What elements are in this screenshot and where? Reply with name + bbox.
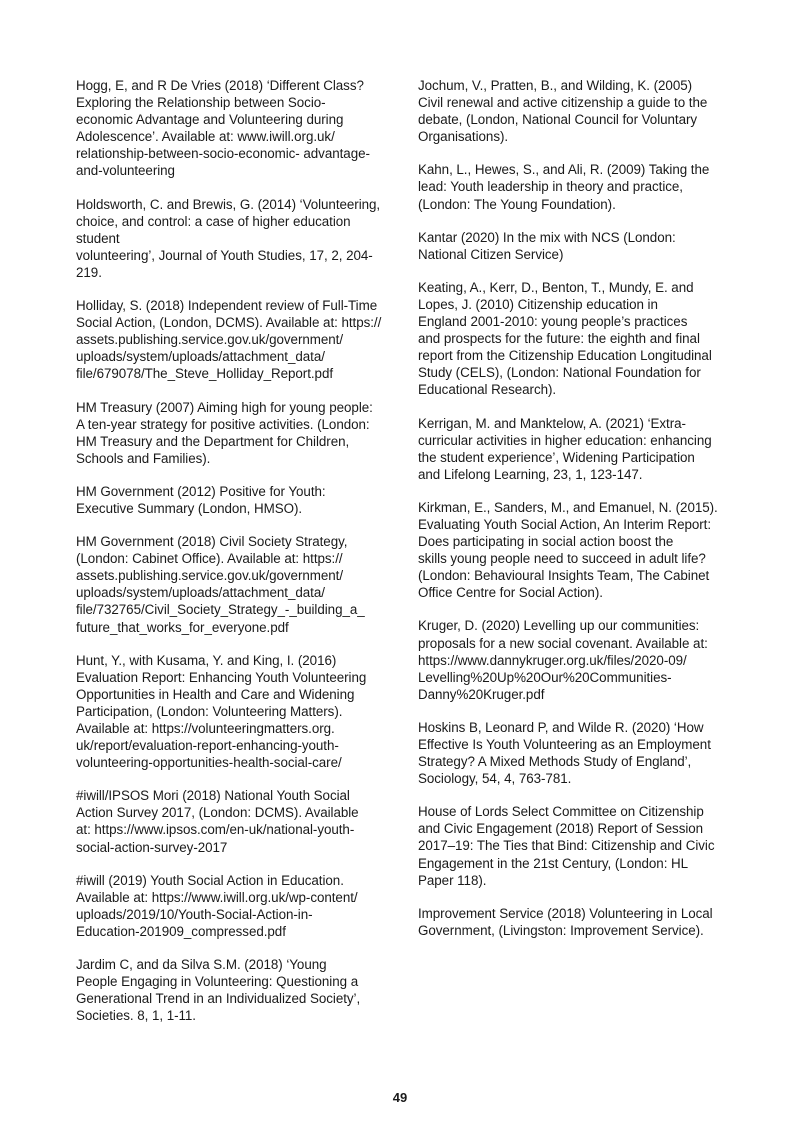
reference-entry: Improvement Service (2018) Volunteering in Local Government, (Livingston: Improvement Service). [418, 905, 713, 938]
reference-entry: Kerrigan, M. and Manktelow, A. (2021) ‘Extra- curricular activities in higher education: enhancing the student experience’, Widening Participation and Lifelong Learning, 23, 1, 123-147. [418, 415, 712, 482]
reference-entry: Kantar (2020) In the mix with NCS (London: National Citizen Service) [418, 229, 676, 262]
reference-entry: #iwill (2019) Youth Social Action in Education. Available at: https://www.iwill.org.uk/wp-content/ uploads/2019/10/Youth-Social-Action-in- Education-201909_compressed.pdf [76, 872, 358, 939]
references-right-column [418, 77, 730, 955]
references-left-column [76, 77, 392, 1040]
reference-entry: HM Government (2018) Civil Society Strategy, (London: Cabinet Office). Available at: https:// assets.publishing.service.gov.uk/government/ uploads/system/uploads/attachment_data/ file/732765/Civil_Society_Strategy_-_building_a_ future_that_works_for_everyone.pdf [76, 534, 365, 635]
reference-entry: Kahn, L., Hewes, S., and Ali, R. (2009) Taking the lead: Youth leadership in theory and practice, (London: The Young Foundation). [418, 162, 710, 212]
reference-entry: Jardim C, and da Silva S.M. (2018) ‘Young People Engaging in Volunteering: Questioning a Generational Trend in an Individualized Society’, Societies. 8, 1, 1-11. [76, 957, 361, 1024]
reference-entry: Hunt, Y., with Kusama, Y. and King, I. (2016) Evaluation Report: Enhancing Youth Volunteering Opportunities in Health and Care and Widening Participation, (London: Volunteering Matters). Available at: https://volunteeringmatters.org. uk/report/evaluation-report-enhancing-youth- volunteering-opportunities-health-social-care/ [76, 652, 367, 771]
reference-entry: Keating, A., Kerr, D., Benton, T., Mundy, E. and Lopes, J. (2010) Citizenship education in England 2001-2010: young people’s practices and prospects for the future: the eighth and final report from the Citizenship Education Longitudinal Study (CELS), (London: National Foundation for Educational Research). [418, 279, 712, 398]
page-number: 49 [392, 1090, 408, 1105]
reference-entry: Hogg, E, and R De Vries (2018) ‘Different Class? Exploring the Relationship between Socio- economic Advantage and Volunteering during Adolescence’. Available at: www.iwill.org.uk/ relationship-between-socio-economic- advantage- and-volunteering [76, 78, 370, 179]
reference-entry: Holdsworth, C. and Brewis, G. (2014) ‘Volunteering, choice, and control: a case of higher education student volunteering’, Journal of Youth Studies, 17, 2, 204-219. [76, 196, 381, 280]
reference-entry: #iwill/IPSOS Mori (2018) National Youth Social Action Survey 2017, (London: DCMS). Available at: https://www.ipsos.com/en-uk/national-youth- social-action-survey-2017 [76, 788, 359, 855]
reference-entry: Holliday, S. (2018) Independent review of Full-Time Social Action, (London, DCMS). Available at: https:// assets.publishing.service.gov.uk/government/ uploads/system/uploads/attachment_data/ file/679078/The_Steve_Holliday_Report.pdf [76, 298, 382, 382]
reference-entry: Jochum, V., Pratten, B., and Wilding, K. (2005) Civil renewal and active citizenship a guide to the debate, (London, National Council for Voluntary Organisations). [418, 78, 708, 145]
reference-entry: HM Government (2012) Positive for Youth: Executive Summary (London, HMSO). [76, 483, 326, 516]
reference-entry: Kirkman, E., Sanders, M., and Emanuel, N. (2015). Evaluating Youth Social Action, An Interim Report: Does participating in social action boost the skills young people need to succeed in adult life? (London: Behavioural Insights Team, The Cabinet Office Centre for Social Action). [418, 499, 718, 601]
reference-entry: HM Treasury (2007) Aiming high for young people: A ten-year strategy for positive activities. (London: HM Treasury and the Department for Children, Schools and Families). [76, 399, 373, 466]
reference-entry: Hoskins B, Leonard P, and Wilde R. (2020) ‘How Effective Is Youth Volunteering as an Employment Strategy? A Mixed Methods Study of England’, Sociology, 54, 4, 763-781. [418, 719, 711, 787]
reference-entry: Kruger, D. (2020) Levelling up our communities: proposals for a new social covenant. Available at: https://www.dannykruger.org.uk/files/2020-09/ Levelling%20Up%20Our%20Communities- Danny%20Kruger.pdf [418, 618, 708, 702]
reference-entry: House of Lords Select Committee on Citizenship and Civic Engagement (2018) Report of Session 2017–19: The Ties that Bind: Citizenship and Civic Engagement in the 21st Century, (London: HL Paper 118). [418, 804, 715, 888]
